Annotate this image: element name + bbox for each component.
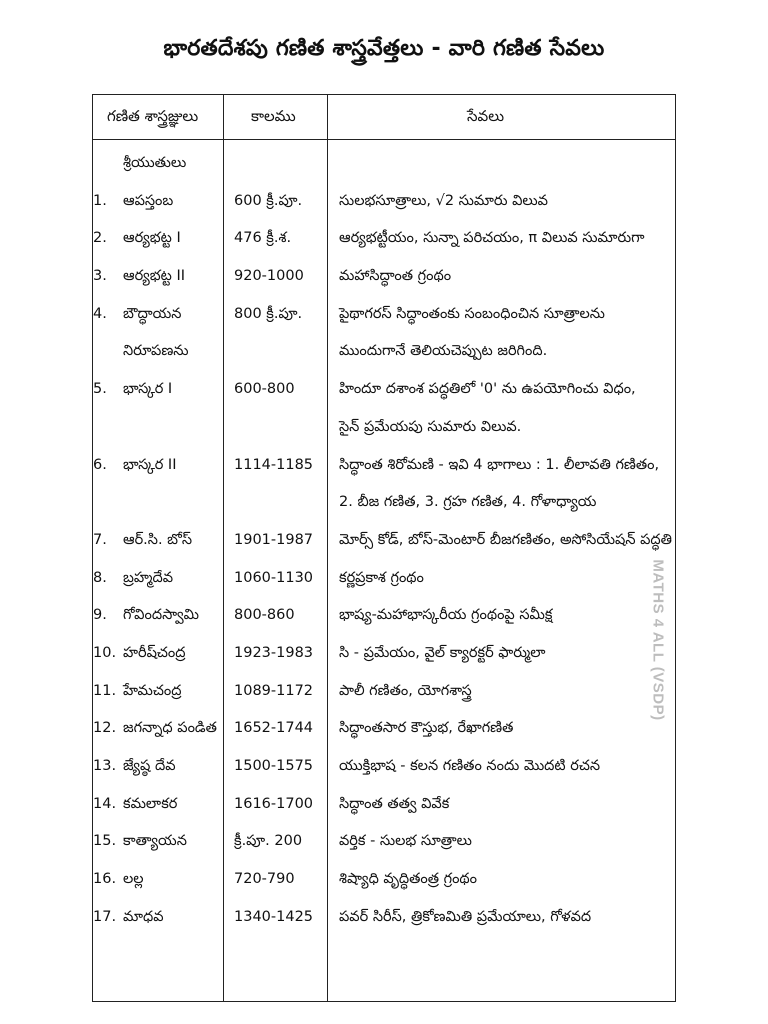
period-cell: 1060-1130 bbox=[234, 569, 314, 586]
service-cell: పాలీ గణితం, యోగశాస్త్ర bbox=[339, 682, 472, 699]
service-cell: సిద్ధాంత తత్వ వివేక bbox=[339, 795, 450, 812]
table-row bbox=[93, 298, 675, 336]
service-cell: సులభసూత్రాలు, √2 సుమారు విలువ bbox=[339, 192, 548, 209]
table-row bbox=[93, 599, 675, 637]
table-row bbox=[93, 750, 675, 788]
period-cell: 1652-1744 bbox=[234, 720, 314, 737]
service-cell: శిష్యాధి వృద్ధితంత్ర గ్రంథం bbox=[339, 871, 478, 888]
mathematician-name: భాస్కర I bbox=[123, 381, 173, 398]
table-row bbox=[93, 562, 675, 600]
table-row bbox=[93, 524, 675, 562]
row-number: 9. bbox=[93, 607, 107, 624]
period-cell: 800 క్రీ.పూ. bbox=[234, 305, 303, 322]
header-mathematicians: గణిత శాస్త్రజ్ఞులు bbox=[107, 107, 199, 125]
table-row bbox=[93, 788, 675, 826]
row-number: 5. bbox=[93, 381, 107, 398]
row-number: 3. bbox=[93, 268, 107, 285]
mathematician-name: ఆర్యభట్ట II bbox=[123, 268, 186, 285]
row-number: 8. bbox=[93, 569, 107, 586]
row-number: 2. bbox=[93, 230, 107, 247]
service-cell: సిద్ధాంత శిరోమణి - ఇవి 4 భాగాలు : 1. లీలావతి గణితం, bbox=[339, 456, 660, 473]
period-cell: 720-790 bbox=[234, 871, 295, 888]
table-body bbox=[93, 147, 675, 938]
period-cell: 600-800 bbox=[234, 381, 295, 398]
row-number: 11. bbox=[93, 682, 117, 699]
period-cell: 800-860 bbox=[234, 607, 295, 624]
mathematician-name: కమలాకర bbox=[123, 795, 178, 812]
service-cell: మోర్స్ కోడ్, బోస్-మెంటార్ బీజగణితం, అసోసియేషన్ పద్ధతి bbox=[339, 531, 673, 548]
service-cell: సి - ప్రమేయం, వైల్ క్యారక్టర్ ఫార్ములా bbox=[339, 644, 546, 661]
table-row bbox=[93, 637, 675, 675]
table-row bbox=[93, 825, 675, 863]
period-cell: 1616-1700 bbox=[234, 795, 314, 812]
service-cell: హిందూ దశాంశ పద్ధతిలో '0' ను ఉపయోగించు విధం, bbox=[339, 381, 636, 398]
service-cell: ఆర్యభట్టీయం, సున్నా పరిచయం, π విలువ సుమారుగా bbox=[339, 230, 645, 247]
header-divider bbox=[93, 139, 675, 140]
honorific-row bbox=[93, 147, 675, 185]
header-services: సేవలు bbox=[467, 107, 505, 125]
service-cell: సైన్ ప్రమేయపు సుమారు విలువ. bbox=[339, 418, 522, 435]
table-row bbox=[93, 449, 675, 487]
mathematician-name: నిరూపణను bbox=[123, 343, 189, 360]
table-row bbox=[93, 222, 675, 260]
row-number: 6. bbox=[93, 456, 107, 473]
period-cell: 1901-1987 bbox=[234, 531, 314, 548]
table-row bbox=[93, 486, 675, 524]
mathematician-name: బ్రహ్మదేవ bbox=[123, 569, 174, 586]
mathematician-name: హేమచంద్ర bbox=[123, 682, 182, 699]
table-row bbox=[93, 260, 675, 298]
row-number: 14. bbox=[93, 795, 117, 812]
header-period: కాలము bbox=[251, 107, 296, 125]
mathematician-name: బౌద్ధాయన bbox=[123, 305, 182, 322]
table-row bbox=[93, 373, 675, 411]
period-cell: 920-1000 bbox=[234, 268, 304, 285]
service-cell: భాష్య-మహాభాస్కరీయ గ్రంథంపై సమీక్ష bbox=[339, 607, 553, 624]
row-number: 7. bbox=[93, 531, 107, 548]
table-row bbox=[93, 185, 675, 223]
service-cell: యుక్తిభాష - కలన గణితం నందు మొదటి రచన bbox=[339, 758, 601, 774]
service-cell: 2. బీజ గణిత, 3. గ్రహ గణిత, 4. గోళాధ్యాయ bbox=[339, 494, 597, 511]
document-title: భారతదేశపు గణిత శాస్త్రవేత్తలు - వారి గణిత సేవలు bbox=[163, 36, 605, 61]
row-number: 1. bbox=[93, 192, 107, 209]
service-cell: సిద్ధాంతసార కౌస్తుభ, రేఖాగణిత bbox=[339, 720, 514, 737]
row-number: 15. bbox=[93, 833, 117, 850]
row-number: 17. bbox=[93, 908, 117, 925]
mathematician-name: భాస్కర II bbox=[123, 456, 177, 473]
table-row bbox=[93, 712, 675, 750]
mathematicians-table bbox=[92, 94, 676, 1002]
mathematician-name: జగన్నాధ పండిత bbox=[123, 720, 217, 737]
period-cell: 1114-1185 bbox=[234, 456, 314, 473]
row-number: 13. bbox=[93, 758, 117, 774]
service-cell: మహాసిద్ధాంత గ్రంథం bbox=[339, 268, 452, 285]
period-cell: 600 క్రీ.పూ. bbox=[234, 192, 303, 209]
period-cell: 476 క్రీ.శ. bbox=[234, 230, 292, 247]
period-cell: క్రీ.పూ. 200 bbox=[234, 833, 303, 850]
honorific-label: శ్రీయుతులు bbox=[123, 155, 187, 171]
mathematician-name: లల్ల bbox=[123, 871, 144, 888]
mathematician-name: ఆర్యభట్ట I bbox=[123, 230, 181, 247]
service-cell: పవర్ సిరీస్, త్రికోణమితి ప్రమేయాలు, గోళవద bbox=[339, 908, 592, 925]
service-cell: ముందుగానే తెలియచెప్పుట జరిగింది. bbox=[339, 343, 548, 360]
service-cell: వర్తిక - సులభ సూత్రాలు bbox=[339, 833, 472, 850]
table-row bbox=[93, 675, 675, 713]
service-cell: పైథాగరస్ సిద్ధాంతంకు సంబంధించిన సూత్రాలను bbox=[339, 305, 605, 322]
mathematician-name: ఆపస్తంబ bbox=[123, 192, 174, 209]
watermark: MATHS 4 ALL (VSDP) bbox=[649, 559, 667, 721]
period-cell: 1340-1425 bbox=[234, 908, 314, 925]
table-row bbox=[93, 901, 675, 939]
period-cell: 1923-1983 bbox=[234, 644, 314, 661]
mathematician-name: కాత్యాయన bbox=[123, 833, 187, 850]
period-cell: 1089-1172 bbox=[234, 682, 314, 699]
mathematician-name: మాధవ bbox=[123, 908, 164, 925]
row-number: 16. bbox=[93, 871, 117, 888]
row-number: 10. bbox=[93, 644, 117, 661]
row-number: 12. bbox=[93, 720, 117, 737]
row-number: 4. bbox=[93, 305, 107, 322]
table-row bbox=[93, 863, 675, 901]
period-cell: 1500-1575 bbox=[234, 758, 314, 774]
mathematician-name: ఆర్.సి. బోస్ bbox=[123, 531, 193, 548]
table-row bbox=[93, 335, 675, 373]
table-row bbox=[93, 411, 675, 449]
service-cell: కర్ణప్రకాశ గ్రంథం bbox=[339, 569, 424, 586]
mathematician-name: హరీష్‌చంద్ర bbox=[123, 644, 186, 661]
mathematician-name: జ్యేష్ఠ దేవ bbox=[123, 758, 176, 774]
mathematician-name: గోవిందస్వామి bbox=[123, 607, 200, 624]
